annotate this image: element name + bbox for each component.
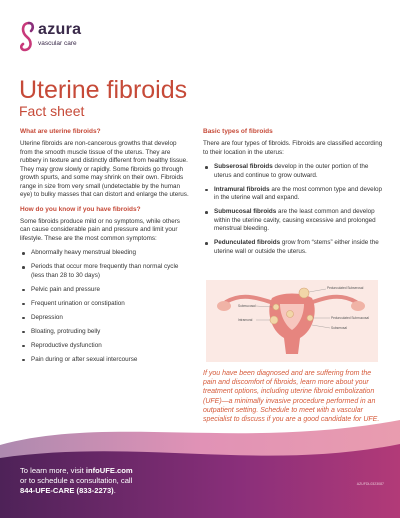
page-subtitle: Fact sheet <box>19 103 85 119</box>
cta-line-1 <box>20 466 240 476</box>
list-item <box>203 163 383 180</box>
type-name: Pedunculated fibroids <box>214 239 281 246</box>
list-item: Periods that occur more frequently than normal cycle (less than 28 to 30 days) <box>20 263 190 280</box>
list-item: Depression <box>20 314 190 323</box>
list-item: Reproductive dysfunction <box>20 342 190 351</box>
label-submucosal: Submucosal <box>238 304 256 308</box>
types-intro: There are four types of fibroids. Fibroids are classified according to their location in the uterus: <box>203 140 383 156</box>
uterus-icon <box>206 280 378 362</box>
label-pedunculated-subserosal: Pedunculated Subserosal <box>327 286 364 290</box>
fibroid-types-list <box>203 163 383 256</box>
page-title: Uterine fibroids <box>19 76 188 104</box>
phone-link[interactable]: 844-UFE-CARE (833-2273) <box>20 485 114 495</box>
footer-wave-background <box>0 400 400 518</box>
type-name: Submucosal fibroids <box>214 208 277 215</box>
left-column <box>20 128 190 370</box>
type-name: Subserosal fibroids <box>214 163 273 170</box>
callout-text: If you have been diagnosed and are suffering from the pain and discomfort of fibroids, learn more about your treatment options, including uterine fibroid embolization (UFE)—a minimally invasive procedure performed in an outpatient setting. Schedule to meet with a vascular specialist to discuss if you are a good candidate for UFE. <box>203 370 380 424</box>
how-paragraph: Some fibroids produce mild or no symptoms, while others can cause considerable pain and pressure and limit your lifestyle. These are the most common symptoms: <box>20 217 180 242</box>
symptom-list <box>20 249 190 364</box>
cta-line-2: or to schedule a consultation, call <box>20 475 133 485</box>
section-heading-how: How do you know if you have fibroids? <box>20 205 141 213</box>
type-text: develop in the outer portion of the uterus and continue to grow outward. <box>214 163 369 179</box>
azura-logo-icon <box>20 20 36 52</box>
type-text: are the least common and develop within the uterine cavity, causing excessive and prolonged menstrual bleeding. <box>214 208 376 232</box>
contact-cta <box>20 466 240 495</box>
list-item <box>203 239 383 256</box>
list-item <box>203 208 383 234</box>
cta-suffix: . <box>113 485 116 495</box>
label-pedunculated-submucosal: Pedunculated Submucosal <box>331 316 369 320</box>
label-subserosal: Subserosal <box>331 326 347 330</box>
list-item: Pelvic pain and pressure <box>20 286 190 295</box>
website-link[interactable]: infoUFE.com <box>85 466 133 475</box>
list-item: Frequent urination or constipation <box>20 300 190 309</box>
list-item: Abnormally heavy menstrual bleeding <box>20 249 190 258</box>
label-intramural: Intramural <box>238 318 253 322</box>
type-name: Intramural fibroids <box>214 185 270 193</box>
type-text: are the most common type and develop in the uterine wall and expand. <box>214 185 382 201</box>
brand-tagline: vascular care <box>38 40 77 47</box>
list-item: Bloating, protruding belly <box>20 328 190 337</box>
cta-prefix: To learn more, visit <box>20 466 86 475</box>
type-text: grow from “stems” either inside the uterine wall or outside the uterus. <box>214 239 379 255</box>
right-column <box>203 128 383 262</box>
list-item: Pain during or after sexual intercourse <box>20 356 190 365</box>
what-paragraph: Uterine fibroids are non-cancerous growths that develop from the smooth muscle tissue of the uterus. They are rubbery in texture and distinctly different from healthy tissue. They may grow slowly or rapidly. Some fibroids go through growth spurts, and some may shrink on their own. Fibroids range in size from very small (undetectable by the human eye) to bulky masses that can distort and enlarge the uterus. <box>20 140 189 198</box>
list-item <box>203 186 383 203</box>
brand-name: azura <box>38 21 82 38</box>
document-code: AZUFDL0323087 <box>356 482 384 486</box>
uterus-illustration <box>206 280 378 362</box>
cta-line-3 <box>20 486 240 496</box>
section-heading-types: Basic types of fibroids <box>203 128 273 135</box>
section-heading-what: What are uterine fibroids? <box>20 128 101 135</box>
